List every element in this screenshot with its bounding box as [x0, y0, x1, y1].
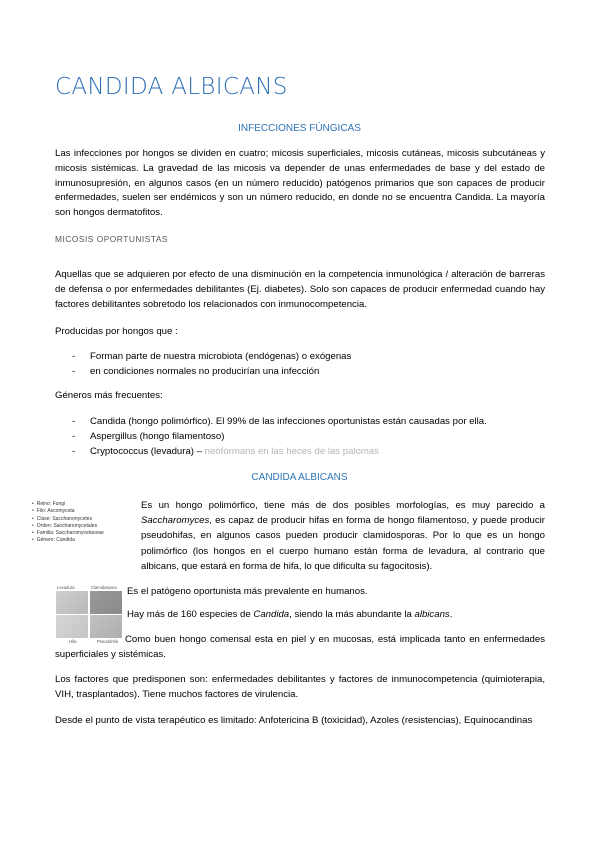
- italic-saccharomyces: Saccharomyces: [141, 515, 210, 527]
- intro-paragraph: Las infecciones por hongos se dividen en cuatro; micosis superficiales, micosis cutáneas, micosis subcutáneas y micosis sistémicas. La gravedad de las micosis va depender de unas enfermedades de base y del estado de inmunosupresión, en algunos casos (en un número reducido) patógenos primarios que son capaces de producir enfermedades, suelen ser endémicos y son un número reducido, en donde no se encuentra Candida. La mayoría son hongos dermatofitos.: [55, 148, 545, 219]
- taxonomy-line: • Reino: Fungi: [32, 501, 132, 508]
- subheading-micosis-oportunistas: MICOSIS OPORTUNISTAS: [55, 234, 168, 244]
- list-item: - Forman parte de nuestra microbiota (endógenas) o exógenas: [72, 351, 352, 362]
- generos-list: [72, 414, 552, 460]
- taxonomy-line: • Familia: Saccharomycetaceae: [32, 530, 132, 537]
- producidas-list: [72, 349, 552, 379]
- comensal-paragraph: Como buen hongo comensal esta en piel y en mucosas, está implicada tanto en enfermedades superficiales y sistémicas.: [55, 634, 545, 661]
- micro-label: Hifa: [69, 639, 77, 644]
- taxonomy-line: • Orden: Saccharomycetales: [32, 523, 132, 530]
- section-heading-infecciones: INFECCIONES FÚNGICAS: [238, 123, 361, 134]
- section-heading-candida: CANDIDA ALBICANS: [251, 472, 348, 483]
- patogeno-line: Es el patógeno oportunista más prevalente en humanos.: [127, 586, 368, 597]
- terapeutico-paragraph: Desde el punto de vista terapéutico es limitado: Anfotericina B (toxicidad), Azoles (resistencias), Equinocandinas: [55, 715, 533, 726]
- producidas-label: Producidas por hongos que :: [55, 326, 178, 337]
- description-paragraph-top: Es un hongo polimórfico, tiene más de dos posibles morfologías, es muy parecido a Saccharomyces, es capaz de producir hifas en forma de hongo filamentoso, y puede producir pseudohifas, en algunos casos pueden producir clamidosporas. Por lo que es un hongo polimórfico (los hongos en el cuerpo humano están forma de levadura, al contrario que albicans, que estará en forma de hifa, lo que dificulta su fagocitosis).: [141, 500, 545, 572]
- taxonomy-line: • Género: Candida: [32, 537, 132, 544]
- generos-label: Géneros más frecuentes:: [55, 390, 163, 401]
- factores-paragraph: Los factores que predisponen son: enfermedades debilitantes y factores de inmunocompetencia (quimioterapia, VIH, trasplantados). Tiene muchos factores de virulencia.: [55, 674, 545, 701]
- description-text: , es capaz de producir hifas en forma de hongo filamentoso, y puede producir pseudohifas, en algunos casos pueden producir clamidosporas. Por lo que es un hongo polimórfico (los hongos en el cuerpo humano están forma de levadura, al contrario que albicans, que estará en forma de hifa, lo que dificulta su fagocitosis).: [141, 515, 545, 572]
- list-item: - Candida (hongo polimórfico). El 99% de las infecciones oportunistas están causadas por ella.: [72, 416, 487, 427]
- taxonomy-line: • Clase: Saccharomycetes: [32, 516, 132, 523]
- micro-label: Clamidospora: [91, 585, 117, 590]
- taxonomy-figure: [32, 501, 132, 545]
- oportunistas-paragraph: Aquellas que se adquieren por efecto de una disminución en la competencia inmunológica / alteración de barreras de defensa o por enfermedades debilitantes (Ej. diabetes). Solo son capaces de producir enfermedad cuando hay factores debilitantes sobretodo los relacionados con inmunocompetencia.: [55, 269, 545, 310]
- list-item: - Cryptococcus (levadura) – neoformans en las heces de las palomas: [72, 446, 380, 458]
- faded-text: neoformans en las heces de las palomas: [204, 446, 380, 458]
- micro-image-levadura: [56, 591, 88, 614]
- micro-image-clamidospora: [90, 591, 122, 614]
- list-item: - en condiciones normales no producirían una infección: [72, 366, 320, 378]
- taxonomy-line: • Filo: Ascomycota: [32, 508, 132, 515]
- especies-line: Hay más de 160 especies de Candida, siendo la más abundante la albicans.: [127, 609, 453, 620]
- micro-label: Pseudohifa: [97, 639, 118, 644]
- micro-label: Levadura: [57, 585, 75, 590]
- page-title: CANDIDA ALBICANS: [55, 74, 288, 100]
- list-item: - Aspergillus (hongo filamentoso): [72, 431, 225, 443]
